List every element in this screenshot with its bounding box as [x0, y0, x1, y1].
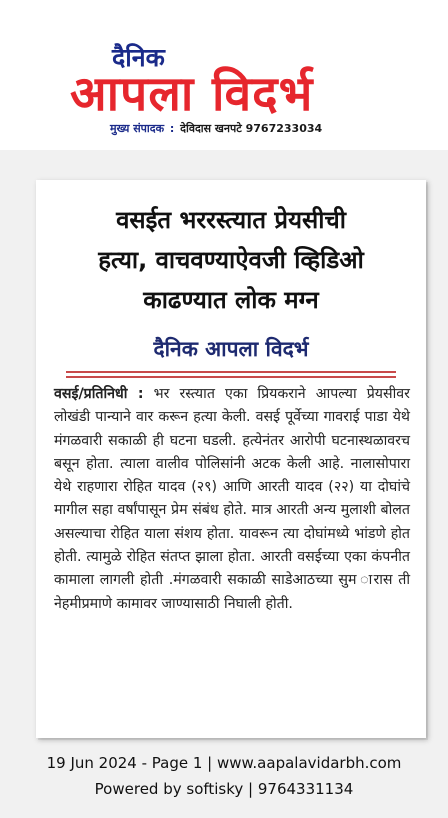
editor-separator: : [169, 122, 175, 135]
editor-credit [110, 121, 322, 136]
article-body-text: भर रस्त्यात एका प्रियकराने आपल्या प्रेयसीवर लोखंडी पान्याने वार करून हत्या केली. वसई पूर्वेच्या गावराई पाडा येथे मंगळवारी सकाळी ही घटना घडली. हत्येनंतर आरोपी घटनास्थळावरच बसून होता. त्याला वालीव पोलिसांनी अटक केली आहे. नालासोपारा येथे राहणारा रोहित यादव (२९) आणि आरती यादव (२२) या दोघांचे मागील सहा वर्षांपासून प्रेम संबंध होते. मात्र आरती अन्य मुलाशी बोलत असल्याचा रोहित याला संशय होता. यावरून त्या दोघांमध्ये भांडणे होत होती. त्यामुळे रोहित संतप्त झाला होता. आरती वसईच्या एका कंपनीत कामाला लागली होती .मंगळवारी सकाळी साडेआठच्या सुम ारास ती नेहमीप्रमाणे कामावर जाण्यासाठी निघाली होती. [54, 386, 410, 612]
page-footer [0, 750, 448, 802]
headline-line-2: हत्या, वाचवण्याऐवजी व्हिडिओ [98, 246, 364, 274]
editor-name: देविदास खनपटे 9767233034 [180, 122, 323, 135]
article-dateline: वसई/प्रतिनिधी : [54, 386, 144, 402]
divider-rule [66, 371, 396, 373]
article-headline [36, 200, 426, 320]
headline-line-3: काढण्यात लोक मग्न [143, 286, 319, 314]
footer-powered-by: Powered by softisky | 9764331134 [94, 780, 354, 798]
masthead [0, 0, 448, 150]
footer-date-site: 19 Jun 2024 - Page 1 | www.aapalavidarbh.com [46, 754, 402, 772]
article-clipping [36, 180, 426, 738]
headline-line-1: वसईत भररस्त्यात प्रेयसीची [116, 206, 346, 234]
brand-large-title: आपला विदर्भ [70, 66, 314, 122]
brand-small-title: दैनिक [112, 43, 165, 72]
article-source: दैनिक आपला विदर्भ [153, 337, 309, 361]
editor-label: मुख्य संपादक [110, 122, 165, 135]
article-body [54, 383, 410, 616]
divider-rule [66, 376, 396, 378]
